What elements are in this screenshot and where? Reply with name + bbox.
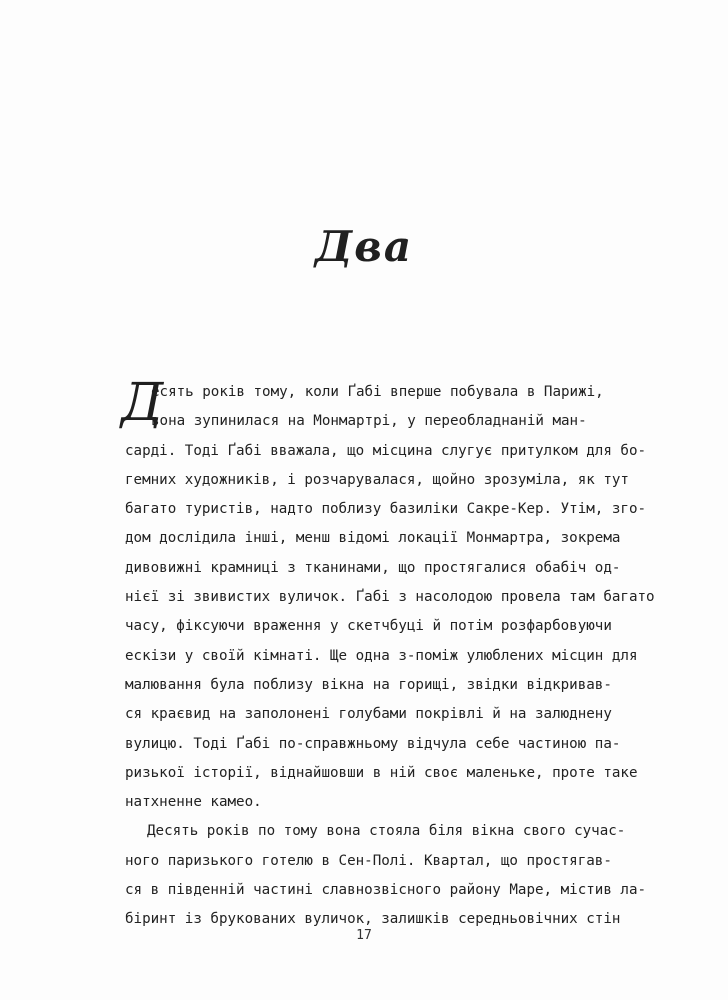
page-number: 17 — [356, 928, 372, 943]
text-line: гемних художників, і розчарувалася, щойно зрозуміла, як тут — [125, 471, 629, 488]
text-line: Десять років по тому вона стояла біля вікна свого сучас- — [147, 823, 626, 840]
text-line: ся в південній частині славнозвісного району Маре, містив ла- — [125, 882, 647, 899]
drop-cap: Д — [121, 373, 164, 433]
text-line: біринт із брукованих вуличок, залишків середньовічних стін — [125, 911, 621, 928]
text-line: часу, фіксуючи враження у скетчбуці й потім розфарбовуючи — [125, 618, 612, 635]
text-line: нієї зі звивистих вуличок. Ґабі з насолодою провела там багато — [125, 589, 655, 606]
chapter-title: Два — [314, 222, 414, 271]
text-line: ся краєвид на заполонені голубами покрівлі й на залюднену — [125, 706, 612, 723]
text-line: дом дослідила інші, менш відомі локації Монмартра, зокрема — [125, 530, 621, 547]
text-line: дивовижні крамниці з тканинами, що простягалися обабіч од- — [125, 559, 621, 576]
body-text — [121, 373, 655, 935]
text-line: малювання була поблизу вікна на горищі, звідки відкривав- — [125, 676, 612, 693]
text-line: вулицю. Тоді Ґабі по-справжньому відчула себе частиною па- — [125, 735, 621, 752]
text-line: вона зупинилася на Монмартрі, у переобладнаній ман- — [151, 413, 587, 430]
text-line: ескізи у своїй кімнаті. Ще одна з-поміж улюблених місцин для — [125, 647, 638, 664]
text-line-content: есять років тому, коли Ґабі вперше побувала в Парижі, — [151, 384, 604, 400]
text-line: багато туристів, надто поблизу базиліки Сакре-Кер. Утім, зго- — [125, 501, 647, 518]
text-line: натхненне камео. — [125, 794, 262, 811]
text-line: ного паризького готелю в Сен-Полі. Квартал, що простягав- — [125, 852, 612, 869]
text-line: сарді. Тоді Ґабі вважала, що місцина слугує притулком для бо- — [125, 442, 647, 459]
text-line: ризької історії, віднайшовши в ній своє маленьке, проте таке — [125, 764, 638, 781]
